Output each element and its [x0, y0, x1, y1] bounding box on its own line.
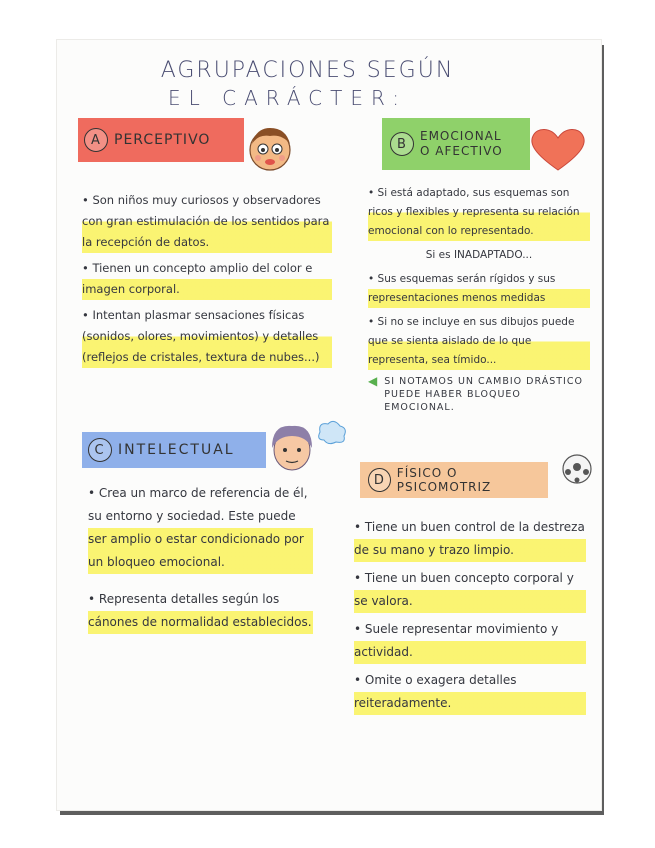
note-text: SI NOTAMOS UN CAMBIO DRÁSTICO PUEDE HABER BLOQUEO EMOCIONAL. — [384, 376, 583, 413]
page-subtitle: EL CARÁCTER: — [167, 86, 408, 110]
thinking-face-icon — [262, 418, 348, 476]
intelectual-label: INTELECTUAL — [118, 442, 235, 458]
arrow-icon: ◀ — [368, 374, 379, 388]
ball-icon — [560, 452, 594, 486]
fisico-header — [360, 462, 548, 498]
list-item: • Crea un marco de referencia de él, su entorno y sociedad. Este puede ser amplio o estar condicionado por un bloqueo emocional. — [88, 482, 313, 574]
list-item: • Tiene un buen concepto corporal y se valora. — [354, 567, 586, 613]
list-item: Si es INADAPTADO... — [425, 249, 533, 261]
list-item: • Representa detalles según los cánones de normalidad establecidos. — [88, 588, 313, 634]
heart-icon — [527, 124, 589, 174]
perceptivo-header — [78, 118, 244, 162]
intelectual-text — [88, 482, 313, 639]
intelectual-header — [82, 432, 266, 468]
perceptivo-text — [82, 190, 332, 373]
section-c-letter: C — [88, 438, 112, 462]
list-item: • Si no se incluye en sus dibujos puede que se sienta aislado de lo que representa, sea tímido... — [368, 313, 590, 370]
emocional-header — [382, 118, 530, 170]
list-item: • Son niños muy curiosos y observadores con gran estimulación de los sentidos para la recepción de datos. — [82, 190, 332, 253]
perceptivo-label: PERCEPTIVO — [114, 132, 211, 148]
emocional-label-line1: EMOCIONAL — [420, 129, 502, 143]
list-item: • Tiene un buen control de la destreza de su mano y trazo limpio. — [354, 516, 586, 562]
section-d-letter: D — [368, 468, 391, 492]
fisico-label: FÍSICO O PSICOMOTRIZ — [396, 466, 492, 494]
section-b-letter: B — [390, 132, 414, 156]
list-item: • Tienen un concepto amplio del color e imagen corporal. — [82, 258, 332, 300]
section-a-letter: A — [84, 128, 108, 152]
emocional-label-line2: O AFECTIVO — [420, 144, 503, 158]
list-item: • Omite o exagera detalles reiteradamente. — [354, 669, 586, 715]
list-item: • Suele representar movimiento y actividad. — [354, 618, 586, 664]
fisico-text — [354, 516, 586, 720]
list-item: • Si está adaptado, sus esquemas son ricos y flexibles y representa su relación emocional con lo representado. — [368, 184, 590, 241]
list-item: • Intentan plasmar sensaciones físicas (sonidos, olores, movimientos) y detalles (reflejos de cristales, textura de nubes...) — [82, 305, 332, 368]
smiling-face-icon — [246, 122, 294, 174]
warning-note — [368, 375, 590, 414]
page-title: AGRUPACIONES SEGÚN — [160, 58, 455, 83]
emocional-text — [368, 184, 590, 414]
list-item: • Sus esquemas serán rígidos y sus representaciones menos medidas — [368, 270, 590, 308]
